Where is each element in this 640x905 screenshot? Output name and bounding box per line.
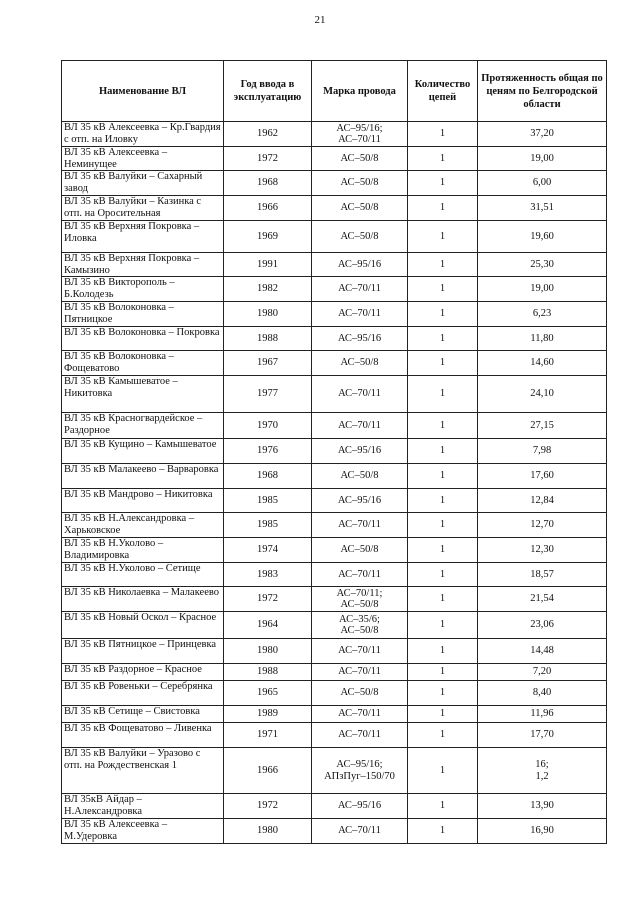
circuits-cell: 1 (408, 171, 478, 196)
table-header-row (62, 61, 607, 122)
line-name-cell: ВЛ 35 кВ Верхняя Покровка – Иловка (62, 221, 224, 253)
year-cell: 1976 (224, 439, 312, 464)
table-row (62, 723, 607, 748)
length-cell: 19,60 (478, 221, 607, 253)
wire-brand-cell: АС–95/16; АПзПуг–150/70 (312, 748, 408, 794)
length-cell: 12,70 (478, 513, 607, 538)
year-cell: 1972 (224, 587, 312, 612)
table-row (62, 513, 607, 538)
table-row (62, 639, 607, 664)
circuits-cell: 1 (408, 538, 478, 563)
table-row (62, 196, 607, 221)
table-row (62, 413, 607, 439)
page-number: 21 (314, 14, 326, 26)
line-name-cell: ВЛ 35 кВ Пятницкое – Принцевка (62, 639, 224, 664)
circuits-cell: 1 (408, 612, 478, 639)
length-cell: 11,80 (478, 327, 607, 351)
wire-brand-cell: АС–70/11 (312, 664, 408, 681)
table-row (62, 612, 607, 639)
wire-brand-cell: АС–70/11 (312, 563, 408, 587)
table-row (62, 277, 607, 302)
table-row (62, 302, 607, 327)
circuits-cell: 1 (408, 706, 478, 723)
circuits-cell: 1 (408, 489, 478, 513)
table-row (62, 794, 607, 819)
length-cell: 6,23 (478, 302, 607, 327)
line-name-cell: ВЛ 35 кВ Валуйки – Сахарный завод (62, 171, 224, 196)
wire-brand-cell: АС–35/6; АС–50/8 (312, 612, 408, 639)
line-name-cell: ВЛ 35 кВ Малакеево – Варваровка (62, 464, 224, 489)
year-cell: 1985 (224, 513, 312, 538)
circuits-cell: 1 (408, 413, 478, 439)
table-row (62, 147, 607, 171)
table-row (62, 748, 607, 794)
circuits-cell: 1 (408, 563, 478, 587)
line-name-cell: ВЛ 35 кВ Викторополь – Б.Колодезь (62, 277, 224, 302)
length-cell: 23,06 (478, 612, 607, 639)
wire-brand-cell: АС–50/8 (312, 147, 408, 171)
table-row (62, 253, 607, 277)
year-cell: 1968 (224, 464, 312, 489)
length-cell: 24,10 (478, 376, 607, 413)
circuits-cell: 1 (408, 196, 478, 221)
wire-brand-cell: АС–50/8 (312, 464, 408, 489)
line-name-cell: ВЛ 35 кВ Волоконовка – Покровка (62, 327, 224, 351)
year-cell: 1974 (224, 538, 312, 563)
circuits-cell: 1 (408, 723, 478, 748)
line-name-cell: ВЛ 35 кВ Фощеватово – Ливенка (62, 723, 224, 748)
circuits-cell: 1 (408, 351, 478, 376)
circuits-cell: 1 (408, 681, 478, 706)
line-name-cell: ВЛ 35 кВ Валуйки – Уразово с отп. на Рождественская 1 (62, 748, 224, 794)
year-cell: 1983 (224, 563, 312, 587)
circuits-cell: 1 (408, 221, 478, 253)
year-cell: 1964 (224, 612, 312, 639)
line-name-cell: ВЛ 35 кВ Николаевка – Малакеево (62, 587, 224, 612)
length-cell: 7,98 (478, 439, 607, 464)
wire-brand-cell: АС–95/16 (312, 439, 408, 464)
length-cell: 17,60 (478, 464, 607, 489)
header-line-name: Наименование ВЛ (62, 61, 224, 122)
length-cell: 14,60 (478, 351, 607, 376)
wire-brand-cell: АС–50/8 (312, 351, 408, 376)
wire-brand-cell: АС–50/8 (312, 681, 408, 706)
table-row (62, 171, 607, 196)
circuits-cell: 1 (408, 748, 478, 794)
line-name-cell: ВЛ 35 кВ Раздорное – Красное (62, 664, 224, 681)
year-cell: 1989 (224, 706, 312, 723)
wire-brand-cell: АС–50/8 (312, 196, 408, 221)
year-cell: 1985 (224, 489, 312, 513)
length-cell: 31,51 (478, 196, 607, 221)
length-cell: 12,30 (478, 538, 607, 563)
circuits-cell: 1 (408, 639, 478, 664)
circuits-cell: 1 (408, 819, 478, 844)
year-cell: 1966 (224, 196, 312, 221)
line-name-cell: ВЛ 35 кВ Мандрово – Никитовка (62, 489, 224, 513)
year-cell: 1968 (224, 171, 312, 196)
wire-brand-cell: АС–70/11; АС–50/8 (312, 587, 408, 612)
wire-brand-cell: АС–95/16 (312, 489, 408, 513)
length-cell: 13,90 (478, 794, 607, 819)
table-row (62, 122, 607, 147)
header-wire-brand: Марка провода (312, 61, 408, 122)
wire-brand-cell: АС–70/11 (312, 302, 408, 327)
wire-brand-cell: АС–70/11 (312, 819, 408, 844)
length-cell: 21,54 (478, 587, 607, 612)
circuits-cell: 1 (408, 147, 478, 171)
year-cell: 1969 (224, 221, 312, 253)
line-name-cell: ВЛ 35 кВ Камышеватое – Никитовка (62, 376, 224, 413)
line-name-cell: ВЛ 35 кВ Н.Уколово – Сетище (62, 563, 224, 587)
line-name-cell: ВЛ 35 кВ Волоконовка – Пятницкое (62, 302, 224, 327)
power-lines-table (61, 60, 607, 844)
wire-brand-cell: АС–70/11 (312, 413, 408, 439)
length-cell: 7,20 (478, 664, 607, 681)
line-name-cell: ВЛ 35 кВ Кущино – Камышеватое (62, 439, 224, 464)
wire-brand-cell: АС–95/16 (312, 253, 408, 277)
wire-brand-cell: АС–70/11 (312, 376, 408, 413)
table-row (62, 489, 607, 513)
circuits-cell: 1 (408, 277, 478, 302)
wire-brand-cell: АС–95/16 (312, 794, 408, 819)
length-cell: 12,84 (478, 489, 607, 513)
year-cell: 1988 (224, 327, 312, 351)
table-row (62, 681, 607, 706)
length-cell: 6,00 (478, 171, 607, 196)
length-cell: 27,15 (478, 413, 607, 439)
wire-brand-cell: АС–70/11 (312, 277, 408, 302)
table-row (62, 706, 607, 723)
circuits-cell: 1 (408, 587, 478, 612)
line-name-cell: ВЛ 35 кВ Новый Оскол – Красное (62, 612, 224, 639)
header-length: Протяженность общая по ценям по Белгородской области (478, 61, 607, 122)
table-row (62, 587, 607, 612)
year-cell: 1971 (224, 723, 312, 748)
year-cell: 1972 (224, 794, 312, 819)
length-cell: 25,30 (478, 253, 607, 277)
table-row (62, 376, 607, 413)
wire-brand-cell: АС–70/11 (312, 706, 408, 723)
line-name-cell: ВЛ 35 кВ Красногвардейское – Раздорное (62, 413, 224, 439)
circuits-cell: 1 (408, 376, 478, 413)
line-name-cell: ВЛ 35 кВ Н.Александровка – Харьковское (62, 513, 224, 538)
line-name-cell: ВЛ 35 кВ Алексеевка – М.Удеровка (62, 819, 224, 844)
line-name-cell: ВЛ 35 кВ Алексеевка – Неминущее (62, 147, 224, 171)
year-cell: 1967 (224, 351, 312, 376)
length-cell: 37,20 (478, 122, 607, 147)
length-cell: 8,40 (478, 681, 607, 706)
table-row (62, 327, 607, 351)
year-cell: 1972 (224, 147, 312, 171)
circuits-cell: 1 (408, 664, 478, 681)
table-row (62, 563, 607, 587)
year-cell: 1966 (224, 748, 312, 794)
wire-brand-cell: АС–95/16; АС–70/11 (312, 122, 408, 147)
year-cell: 1980 (224, 302, 312, 327)
length-cell: 16; 1,2 (478, 748, 607, 794)
length-cell: 17,70 (478, 723, 607, 748)
line-name-cell: ВЛ 35 кВ Алексеевка – Кр.Гвардия с отп. на Иловку (62, 122, 224, 147)
length-cell: 11,96 (478, 706, 607, 723)
table-row (62, 819, 607, 844)
table-row (62, 538, 607, 563)
year-cell: 1980 (224, 819, 312, 844)
wire-brand-cell: АС–70/11 (312, 639, 408, 664)
year-cell: 1991 (224, 253, 312, 277)
table-row (62, 664, 607, 681)
line-name-cell: ВЛ 35кВ Айдар – Н.Александровка (62, 794, 224, 819)
year-cell: 1988 (224, 664, 312, 681)
line-name-cell: ВЛ 35 кВ Сетище – Свистовка (62, 706, 224, 723)
circuits-cell: 1 (408, 513, 478, 538)
table-row (62, 351, 607, 376)
line-name-cell: ВЛ 35 кВ Валуйки – Казинка с отп. на Оросительная (62, 196, 224, 221)
year-cell: 1962 (224, 122, 312, 147)
wire-brand-cell: АС–95/16 (312, 327, 408, 351)
year-cell: 1977 (224, 376, 312, 413)
circuits-cell: 1 (408, 327, 478, 351)
circuits-cell: 1 (408, 464, 478, 489)
line-name-cell: ВЛ 35 кВ Верхняя Покровка – Камызино (62, 253, 224, 277)
length-cell: 16,90 (478, 819, 607, 844)
circuits-cell: 1 (408, 122, 478, 147)
line-name-cell: ВЛ 35 кВ Ровеньки – Серебрянка (62, 681, 224, 706)
wire-brand-cell: АС–50/8 (312, 171, 408, 196)
length-cell: 19,00 (478, 277, 607, 302)
table-row (62, 221, 607, 253)
year-cell: 1970 (224, 413, 312, 439)
wire-brand-cell: АС–70/11 (312, 513, 408, 538)
header-circuits: Количество цепей (408, 61, 478, 122)
year-cell: 1982 (224, 277, 312, 302)
length-cell: 19,00 (478, 147, 607, 171)
line-name-cell: ВЛ 35 кВ Волоконовка – Фощеватово (62, 351, 224, 376)
wire-brand-cell: АС–50/8 (312, 221, 408, 253)
length-cell: 18,57 (478, 563, 607, 587)
table-row (62, 439, 607, 464)
table-row (62, 464, 607, 489)
circuits-cell: 1 (408, 439, 478, 464)
circuits-cell: 1 (408, 253, 478, 277)
circuits-cell: 1 (408, 302, 478, 327)
wire-brand-cell: АС–50/8 (312, 538, 408, 563)
circuits-cell: 1 (408, 794, 478, 819)
year-cell: 1965 (224, 681, 312, 706)
wire-brand-cell: АС–70/11 (312, 723, 408, 748)
length-cell: 14,48 (478, 639, 607, 664)
year-cell: 1980 (224, 639, 312, 664)
line-name-cell: ВЛ 35 кВ Н.Уколово – Владимировка (62, 538, 224, 563)
header-year: Год ввода в эксплуатацию (224, 61, 312, 122)
